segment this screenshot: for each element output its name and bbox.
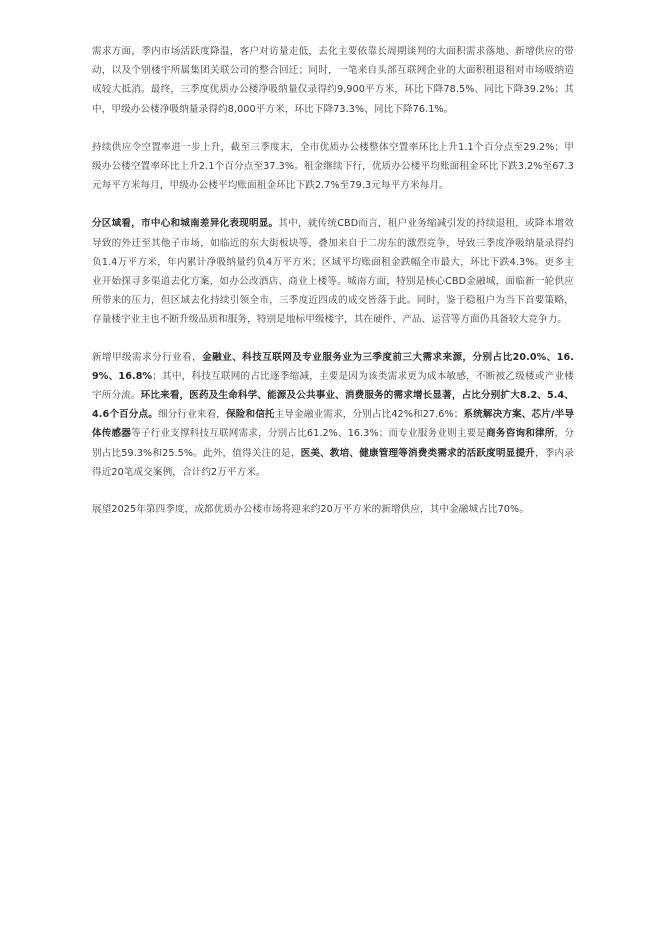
text-segment: 持续供应令空置率进一步上升，截至三季度末，全市优质办公楼整体空置率环比上升1.1个百分点至29.2%；甲级办公楼空置率环比上升2.1个百分点至37.3%。租金继续下行，优质办公楼平均账面租金环比下跌3.2%至67.3元每平方米每月，甲级办公楼平均账面租金环比下跌2.7%至79.3元每平方米每月。: [92, 141, 574, 192]
paragraph-demand: [92, 42, 574, 119]
text-segment: 其中，就传统CBD而言，租户业务缩减引发的持续退租，或降本增效导致的外迁至其他子市场，如临近的东大街板块等，叠加来自于二房东的激烈竞争，导致三季度净吸纳量录得约负1.4万平方米，年内累计净吸纳量约负4万平方米；区域平均账面租金跌幅全市最大，环比下跌4.3%。更多主业开始探寻多渠道去化方案，如办公改酒店、商业上楼等。城南方面，特别是核心CBD金融城，面临新一轮供应所带来的压力，但区域去化持续引领全市，三季度近四成的成交皆落于此。同时，鉴于稳租户为当下首要策略，存量楼宇业主也不断升级品质和服务，特别是地标甲级楼宇，其在硬件、产品、运营等方面仍具备较大竞争力。: [92, 218, 574, 326]
paragraph-submarket: [92, 214, 574, 329]
bold-text-segment: 保险和信托: [226, 409, 275, 421]
text-segment: ，分别占比59.3%和25.5%。此外，值得关注的是，: [92, 428, 575, 459]
text-segment: ；其中，科技互联网的占比逐季缩减，主要是因为该类需求更为成本敏感，不断被乙级楼或产业楼宇所分流。: [92, 370, 574, 402]
paragraph-vacancy: [92, 138, 574, 196]
paragraph-industry: [92, 348, 574, 482]
text-segment: ，季内录得近20笔成交案例，合计约2万平方米。: [92, 447, 574, 478]
bold-lead-sentence: 分区域看，市中心和城南差异化表现明显。: [92, 218, 279, 230]
bold-text-segment: 金融业、科技互联网及专业服务业为三季度前三大需求来源，分别占比20.0%、16.9%、16.8%: [92, 351, 574, 382]
text-segment: 等子行业支撑科技互联网需求，分别占比61.2%、16.3%；而专业服务业则主要是: [131, 428, 487, 440]
bold-text-segment: 环比来看，医药及生命科学、能源及公共事业、消费服务的需求增长显著，占比分别扩大8.2、5.4、4.6个百分点。: [92, 390, 574, 421]
report-body: [92, 42, 574, 537]
text-segment: 细分行业来看，: [157, 409, 227, 421]
text-segment: 需求方面，季内市场活跃度降温，客户对访量走低，去化主要依靠长周期谈判的大面积需求落地、新增供应的带动，以及个别楼宇所属集团关联公司的整合回迁；同时，一笔来自头部互联网企业的大面积租退租对市场吸纳造成较大抵消。最终，三季度优质办公楼净吸纳量仅录得约9,900平方米，环比下降78.5%、同比下降39.2%；其中，甲级办公楼净吸纳量录得约8,000平方米，环比下降73.3%、同比下降76.1%。: [92, 46, 574, 115]
bold-text-segment: 医美、教培、健康管理等消费类需求的活跃度明显提升: [300, 447, 535, 459]
bold-text-segment: 系统解决方案、芯片/半导体传感器: [92, 409, 575, 440]
text-segment: 主导金融业需求，分别占比42%和27.6%；: [274, 409, 464, 421]
text-segment: 新增甲级需求分行业看，: [92, 351, 203, 363]
text-segment: 展望2025年第四季度，成都优质办公楼市场将迎来约20万平方米的新增供应，其中金融城占比70%。: [92, 504, 529, 516]
paragraph-outlook: [92, 500, 574, 519]
bold-text-segment: 商务咨询和律所: [486, 428, 555, 440]
